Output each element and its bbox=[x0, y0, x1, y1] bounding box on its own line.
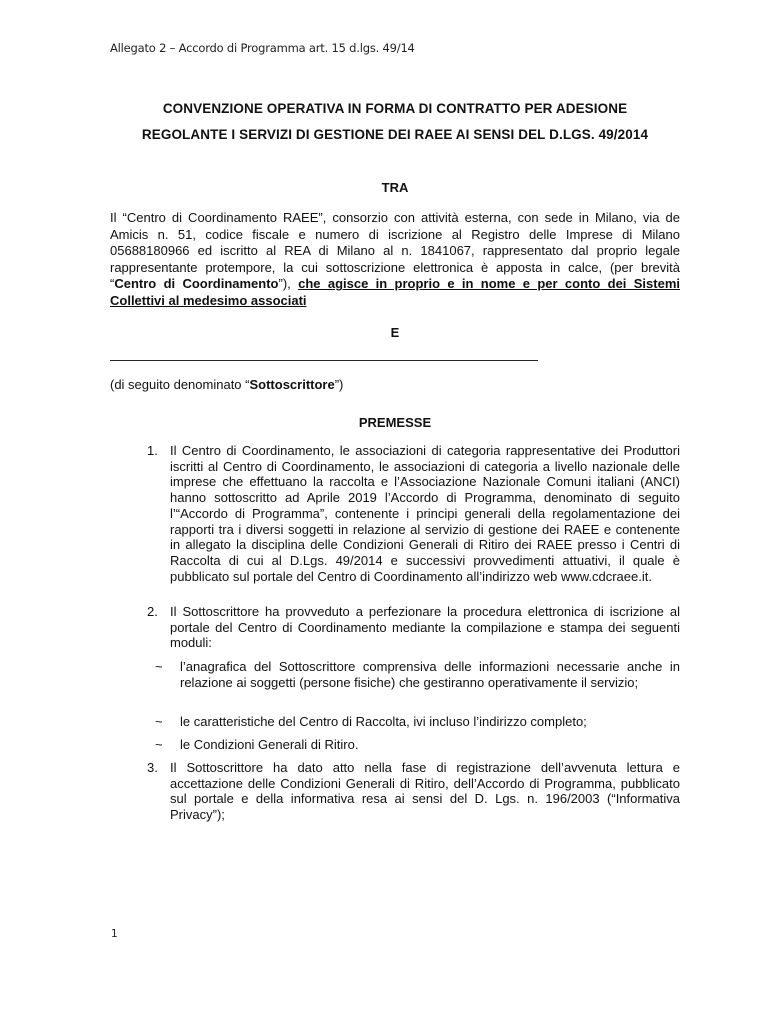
list-item-text: Il Sottoscrittore ha dato atto nella fase di registrazione dell’avvenuta lettura e accettazione delle Condizioni Generali di Ritiro, dell’Accordo di Programma, pubblicato sul portale e della informativa resa ai sensi del D. Lgs. n. 196/2003 (“Informativa Privacy”); bbox=[170, 760, 680, 823]
sub-item-text: le caratteristiche del Centro di Raccolta, ivi incluso l’indirizzo completo; bbox=[180, 714, 587, 729]
document-title-line2: REGOLANTE I SERVIZI DI GESTIONE DEI RAEE AI SENSI DEL D.LGS. 49/2014 bbox=[141, 127, 649, 142]
intro-text: Il “Centro di Coordinamento RAEE”, consorzio con attività esterna, con sede in Milano, via de Amicis n. 51, codice fiscale e numero di iscrizione al Registro delle Imprese di Milano 05688180966 ed iscritto al REA di Milano al n. 1841067, rappresentato dal proprio legale rappresentante protempore, la cui sottoscrizione elettronica è apposta in calce, (per brevità “ bbox=[110, 210, 680, 292]
premesse-heading: PREMESSE bbox=[358, 415, 432, 430]
seguito-bold: Sottoscrittore bbox=[249, 377, 335, 392]
page-number: 1 bbox=[111, 928, 118, 940]
sub-item-text: l’anagrafica del Sottoscrittore comprensiva delle informazioni necessarie anche in relazione ai soggetti (persone fisiche) che gestiranno operativamente il servizio; bbox=[180, 659, 680, 690]
intro-paragraph bbox=[110, 210, 680, 310]
list-item-number: 2. bbox=[147, 604, 158, 619]
list-item-number: 3. bbox=[147, 760, 158, 775]
sub-item-bullet: ~ bbox=[155, 714, 163, 729]
page-header: Allegato 2 – Accordo di Programma art. 15 d.lgs. 49/14 bbox=[110, 41, 415, 55]
list-item-text: Il Centro di Coordinamento, le associazioni di categoria rappresentative dei Produttori iscritti al Centro di Coordinamento, le associazioni di categoria a livello nazionale delle imprese che effettuano la raccolta e l’Associazione Nazionale Comuni italiani (ANCI) hanno sottoscritto ad Aprile 2019 l’Accordo di Programma, denominato di seguito l’“Accordo di Programma”, contenente i principi generali della regolamentazione dei rapporti tra i diversi soggetti in relazione al servizio di gestione dei RAEE e contenente in allegato la disciplina delle Condizioni Generali di Ritiro dei RAEE presso i Centri di Raccolta di cui al D.Lgs. 49/2014 e successivi provvedimenti attuativi, il quale è pubblicato sul portale del Centro di Coordinamento all’indirizzo web www.cdcraee.it. bbox=[170, 443, 680, 584]
sub-item-bullet: ~ bbox=[155, 737, 163, 752]
seguito-prefix: (di seguito denominato “ bbox=[110, 377, 250, 392]
list-item-number: 1. bbox=[147, 443, 158, 458]
sub-item-text: le Condizioni Generali di Ritiro. bbox=[180, 737, 359, 752]
seguito-suffix: ”) bbox=[334, 377, 344, 392]
document-title-line1: CONVENZIONE OPERATIVA IN FORMA DI CONTRATTO PER ADESIONE bbox=[162, 101, 628, 116]
section-tra: TRA bbox=[381, 180, 409, 195]
signature-blank-line bbox=[110, 360, 538, 361]
list-item-text: Il Sottoscrittore ha provveduto a perfezionare la procedura elettronica di iscrizione al portale del Centro di Coordinamento mediante la compilazione e stampa dei seguenti moduli: bbox=[170, 604, 680, 651]
sub-item-bullet: ~ bbox=[155, 659, 163, 674]
seguito-line bbox=[110, 377, 343, 392]
intro-underlined: che agisce in proprio e in nome e per conto dei Sistemi Collettivi al medesimo associati bbox=[110, 276, 680, 308]
section-e: E bbox=[390, 325, 400, 340]
intro-bold-name: Centro di Coordinamento bbox=[114, 276, 279, 292]
intro-mid: ”), bbox=[278, 276, 299, 292]
